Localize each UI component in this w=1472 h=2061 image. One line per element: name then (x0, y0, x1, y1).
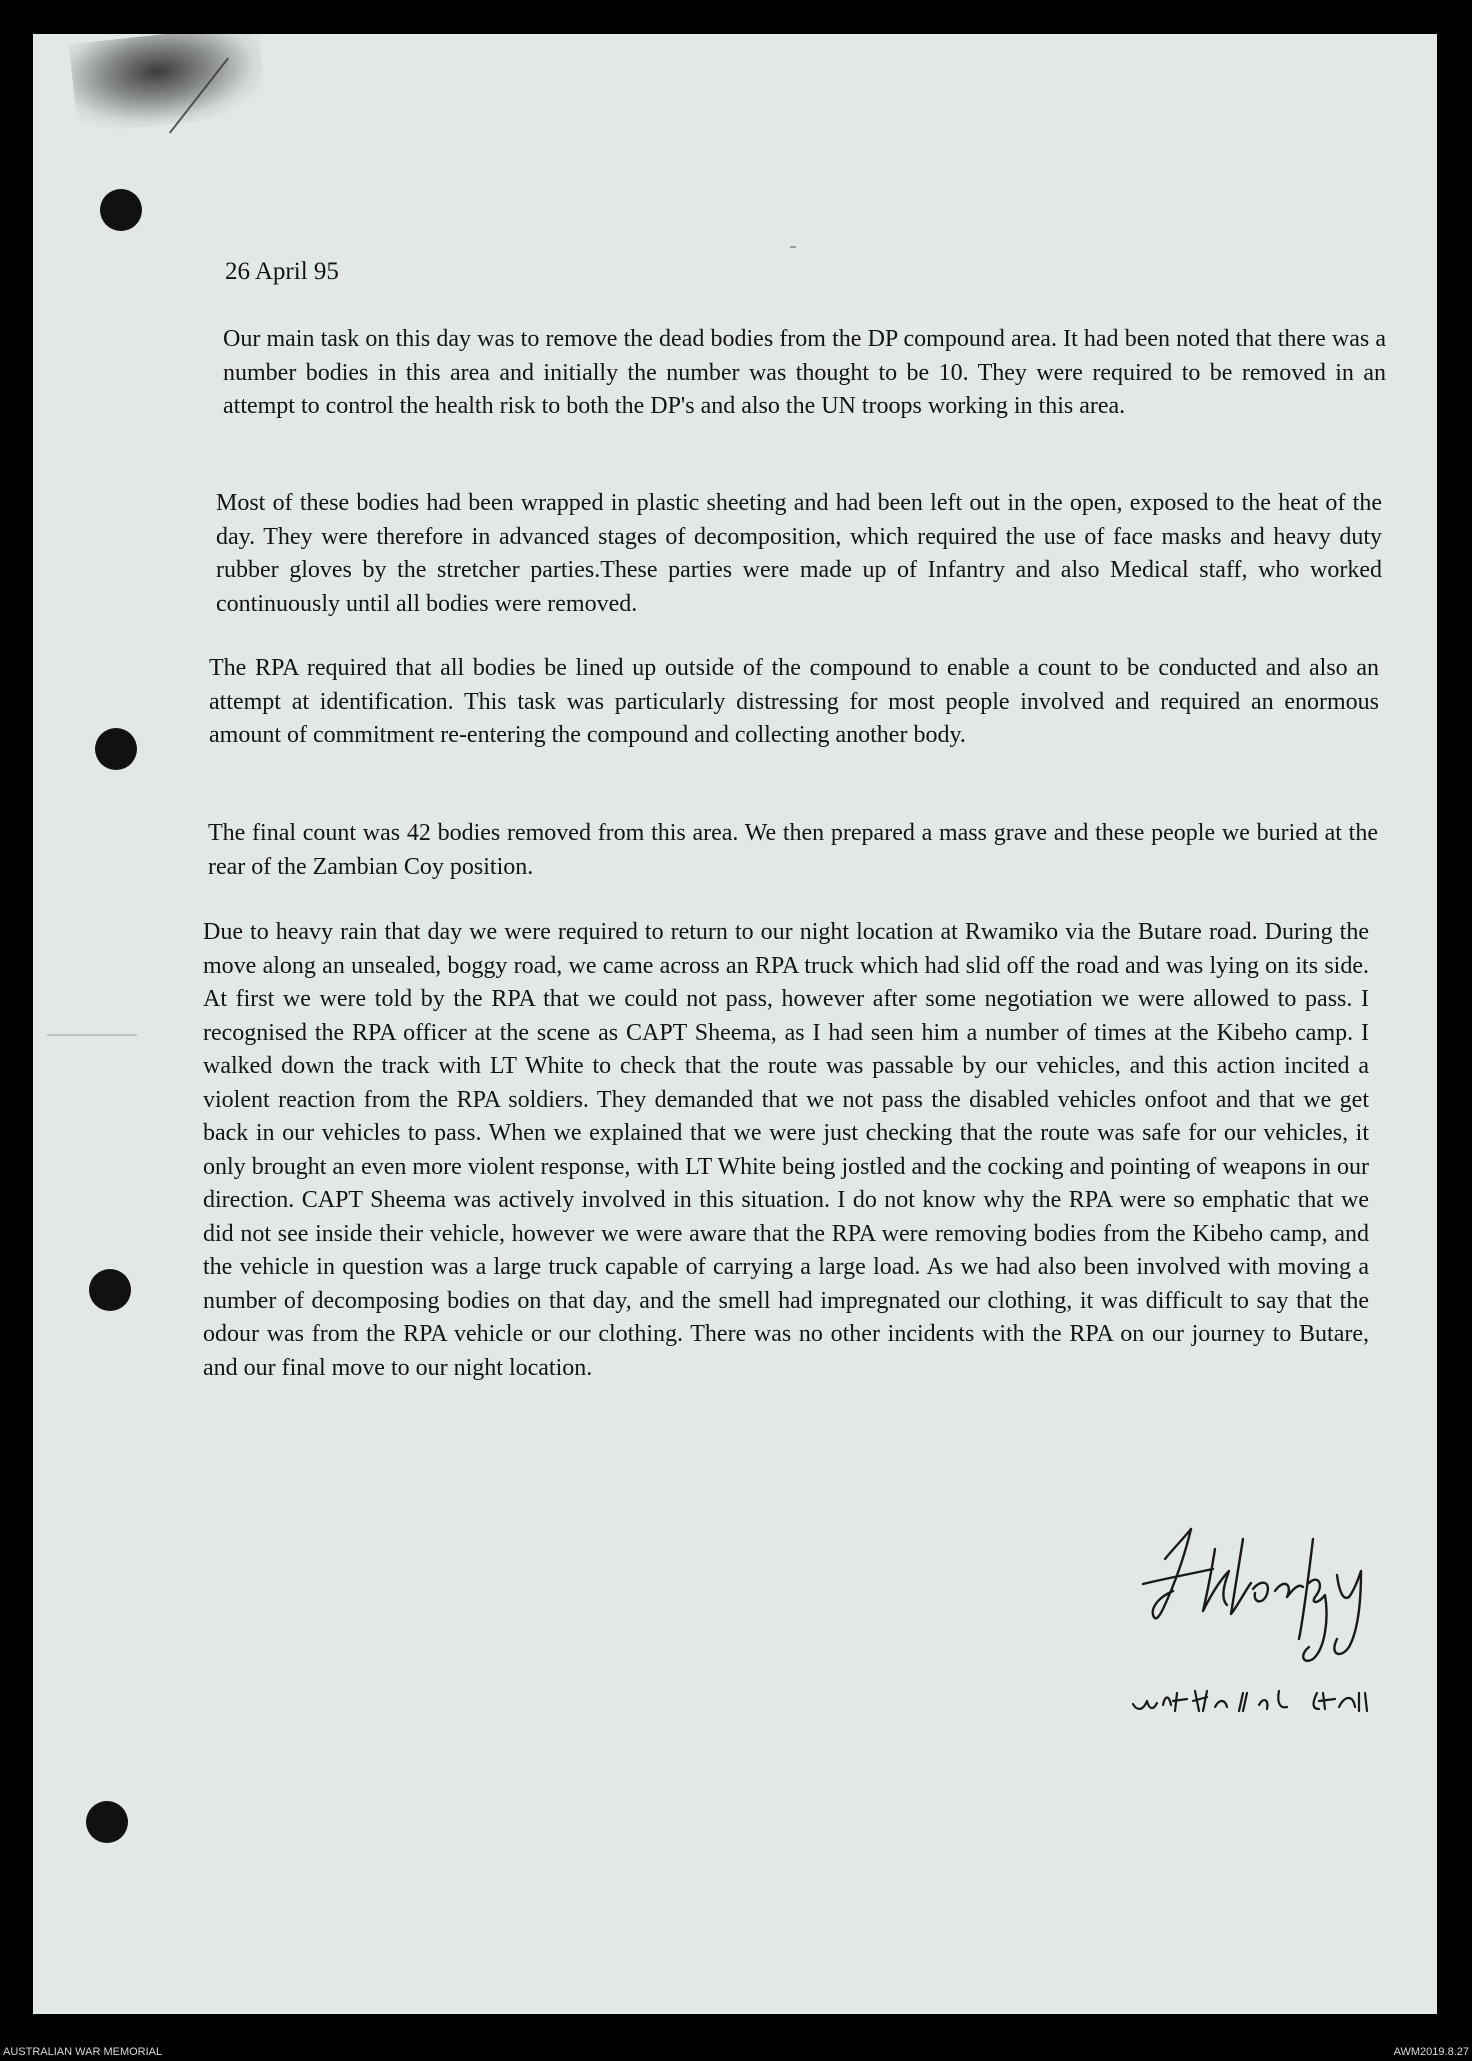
scan-speck (47, 1034, 137, 1036)
punch-hole (86, 1801, 128, 1843)
punch-hole (100, 189, 142, 231)
archive-name: AUSTRALIAN WAR MEMORIAL (3, 2046, 163, 2058)
document-page (33, 34, 1437, 2014)
document-date: 26 April 95 (225, 258, 339, 285)
paragraph-1: Our main task on this day was to remove the dead bodies from the DP compound area. It had been noted that there was a number bodies in this area and initially the number was thought to be 10. They were required to be removed in an attempt to control the health risk to both the DP's and also the UN troops working in this area. (223, 326, 1386, 419)
paragraph-3: The RPA required that all bodies be lined up outside of the compound to enable a count to be conducted and also an attempt at identification. This task was particularly distressing for most people involved and required an enormous amount of commitment re-entering the compound and collecting another body. (209, 655, 1379, 748)
paragraph-4: The final count was 42 bodies removed from this area. We then prepared a mass grave and these people we buried at the rear of the Zambian Coy position. (208, 820, 1378, 880)
handwritten-signature (1103, 1479, 1437, 1739)
scan-smudge (69, 34, 267, 134)
punch-hole (89, 1269, 131, 1311)
archive-footer (0, 2044, 1472, 2061)
paragraph-2: Most of these bodies had been wrapped in plastic sheeting and had been left out in the open, exposed to the heat of the day. They were therefore in advanced stages of decomposition, which required the use of face masks and heavy duty rubber gloves by the stretcher parties.These parties were made up of Infantry and also Medical staff, who worked continuously until all bodies were removed. (216, 490, 1382, 617)
scan-speck (790, 246, 796, 248)
punch-hole (95, 728, 137, 770)
paragraph-5: Due to heavy rain that day we were required to return to our night location at Rwamiko via the Butare road. During the move along an unsealed, boggy road, we came across an RPA truck which had slid off the road and was lying on its side. At first we were told by the RPA that we could not pass, however after some negotiation we were allowed to pass. I recognised the RPA officer at the scene as CAPT Sheema, as I had seen him a number of times at the Kibeho camp. I walked down the track with LT White to check that the route was passable by our vehicles, and this action incited a violent reaction from the RPA soldiers. They demanded that we not pass the disabled vehicles onfoot and that we get back in our vehicles to pass. When we explained that we were just checking that the route was safe for our vehicles, it only brought an even more violent response, with LT White being jostled and the cocking and pointing of weapons in our direction. CAPT Sheema was actively involved in this situation. I do not know why the RPA were so emphatic that we did not see inside their vehicle, however we were aware that the RPA were removing bodies from the Kibeho camp, and the vehicle in question was a large truck capable of carrying a large load. As we had also been involved with moving a number of decomposing bodies on that day, and the smell had impregnated our clothing, it was difficult to say that the odour was from the RPA vehicle or our clothing. There was no other incidents with the RPA on our journey to Butare, and our final move to our night location. (203, 919, 1369, 1381)
archive-reference: AWM2019.8.27 (1393, 2046, 1469, 2058)
